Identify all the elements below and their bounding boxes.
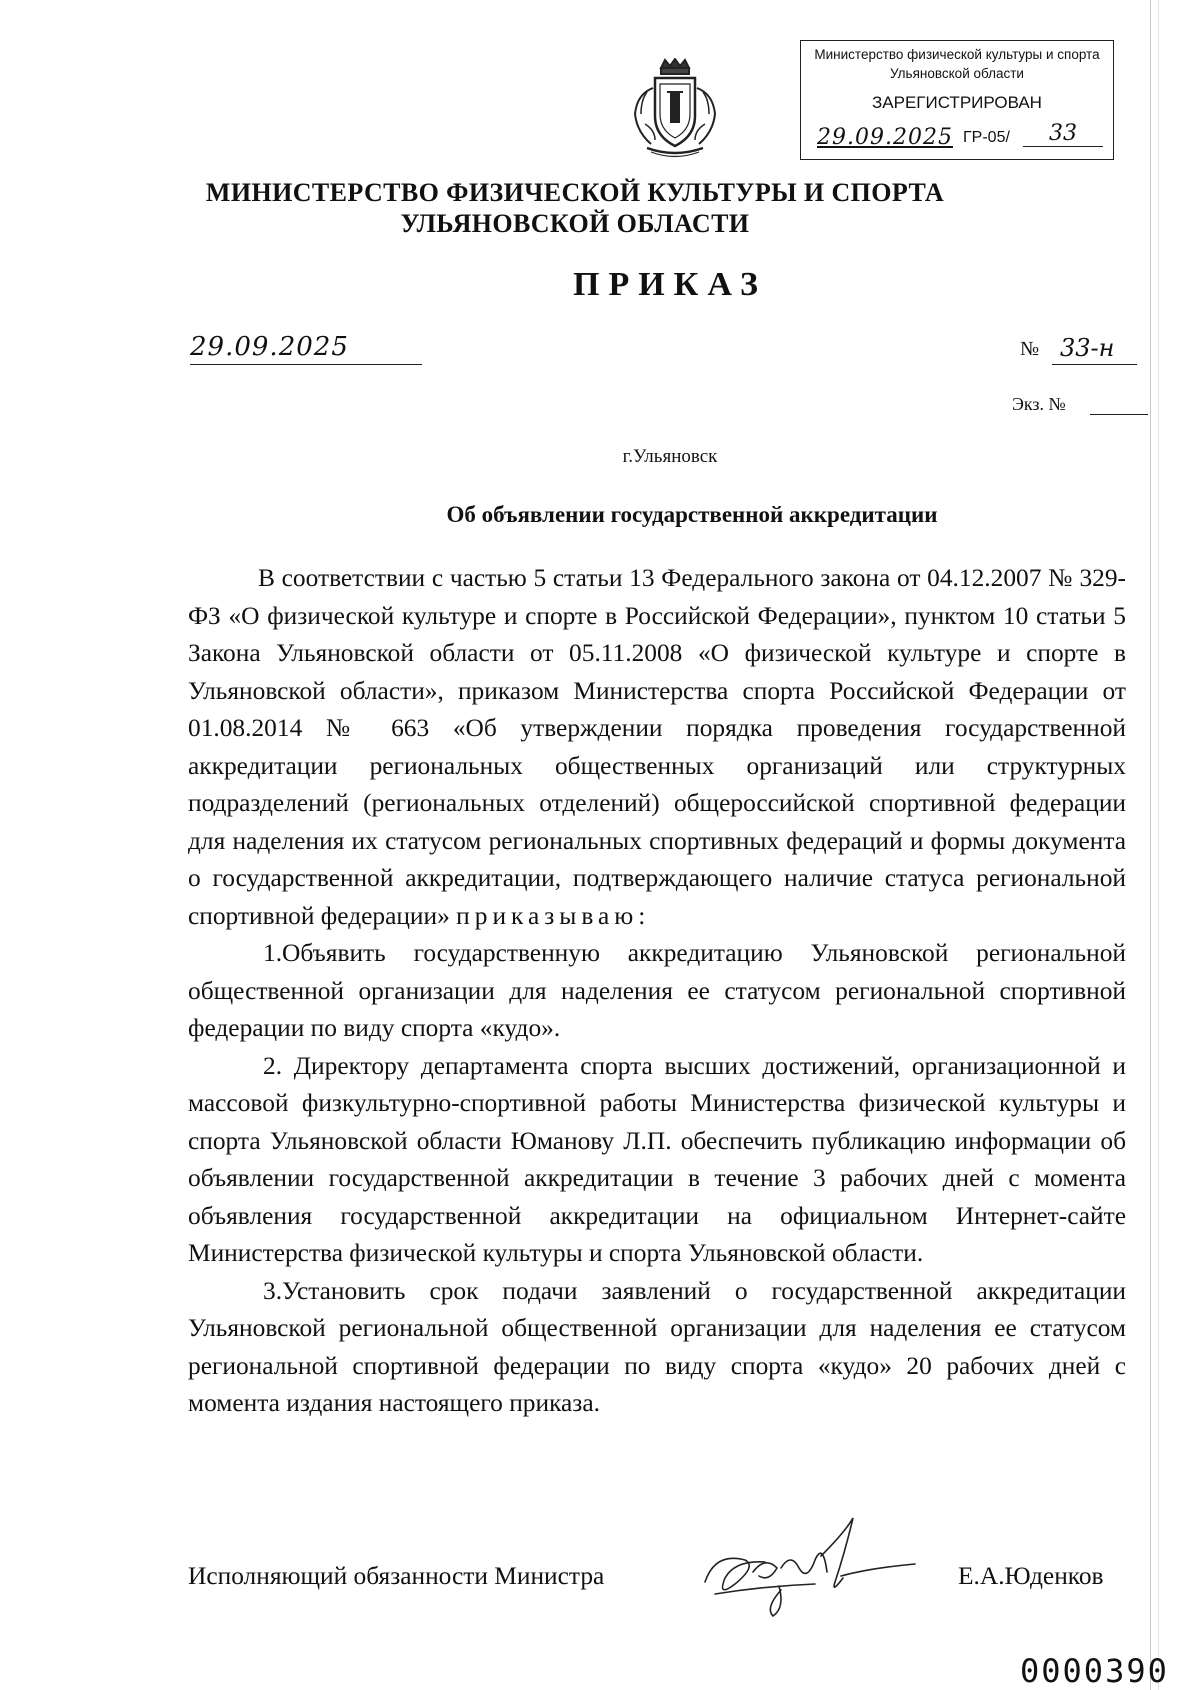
order-date-handwritten: 29.09.2025 [190,332,349,362]
ministry-title-line1: МИНИСТЕРСТВО ФИЗИЧЕСКОЙ КУЛЬТУРЫ И СПОРТА [205,178,945,207]
order-date-field [190,332,422,365]
stamp-handwritten-date: 29.09.2025 [817,125,953,150]
stamp-ministry-line1: Министерство физической культуры и спорта [814,47,1100,62]
order-number-handwritten: 33-н [1060,334,1115,362]
document-type-heading: ПРИКАЗ [573,266,767,303]
order-item-1: 1.Объявить государственную аккредитацию Ульяновской региональной общественной организации для наделения ее статусом региональной спортивной федерации по виду спорта «кудо». [188,939,1126,1042]
order-item-3: 3.Установить срок подачи заявлений о государственной аккредитации Ульяновской региональной общественной организации для наделения ее статусом региональной спортивной федерации по виду спорта «кудо» 20 рабочих дней с момента издания настоящего приказа. [188,1276,1126,1417]
signatory-name: Е.А.Юденков [958,1562,1104,1590]
order-number-field [1052,332,1137,365]
stamp-ministry-line2: Ульяновской области [890,66,1024,81]
registration-number: 0000390 [1020,1652,1169,1690]
ministry-title-line2: УЛЬЯНОВСКОЙ ОБЛАСТИ [400,209,750,238]
preamble-text: В соответствии с частью 5 статьи 13 Федерального закона от 04.12.2007 № 329-ФЗ «О физической культуре и спорте в Российской Федерации», пунктом 10 статьи 5 Закона Ульяновской области от 05.11.2008 «О физической культуре и спорте в Ульяновской области», приказом Министерства спорта Российской Федерации от 01.08.2014 № 663 «Об утверждении порядка проведения государственной аккредитации региональных общественных организаций или структурных подразделений (региональных отделений) общероссийской спортивной федерации для наделения их статусом региональных спортивных федераций и формы документа о государственной аккредитации, подтверждающего наличие статуса региональной спортивной федерации» [188,564,1126,930]
stamp-code: ГР-05/ [963,129,1010,146]
copy-number-label: Экз. № [1012,394,1066,414]
signatory-position: Исполняющий обязанности Министра [188,1562,605,1590]
coat-of-arms-icon [625,58,725,158]
order-item-2: 2. Директору департамента спорта высших достижений, организационной и массовой физкультурно-спортивной работы Министерства физической культуры и спорта Ульяновской области Юманову Л.П. обеспечить публикацию информации об объявлении государственной аккредитации в течение 3 рабочих дней с момента объявления государственной аккредитации на официальном Интернет-сайте Министерства физической культуры и спорта Ульяновской области. [188,1051,1126,1267]
copy-number-field [1090,414,1148,415]
stamp-handwritten-number: 33 [1023,121,1103,147]
city-label: г.Ульяновск [622,446,718,467]
preamble-paragraph [188,560,1126,935]
order-body [188,560,1126,1423]
order-subject: Об объявлении государственной аккредитации [446,502,938,527]
scan-edge-line-secondary [1158,0,1159,1690]
registration-stamp [800,40,1114,160]
handwritten-signature-icon [695,1512,925,1622]
order-number-label: № [1020,338,1040,360]
stamp-status: ЗАРЕГИСТРИРОВАН [872,93,1042,112]
scan-edge-line [1150,0,1151,1690]
order-word: приказываю: [456,901,651,930]
